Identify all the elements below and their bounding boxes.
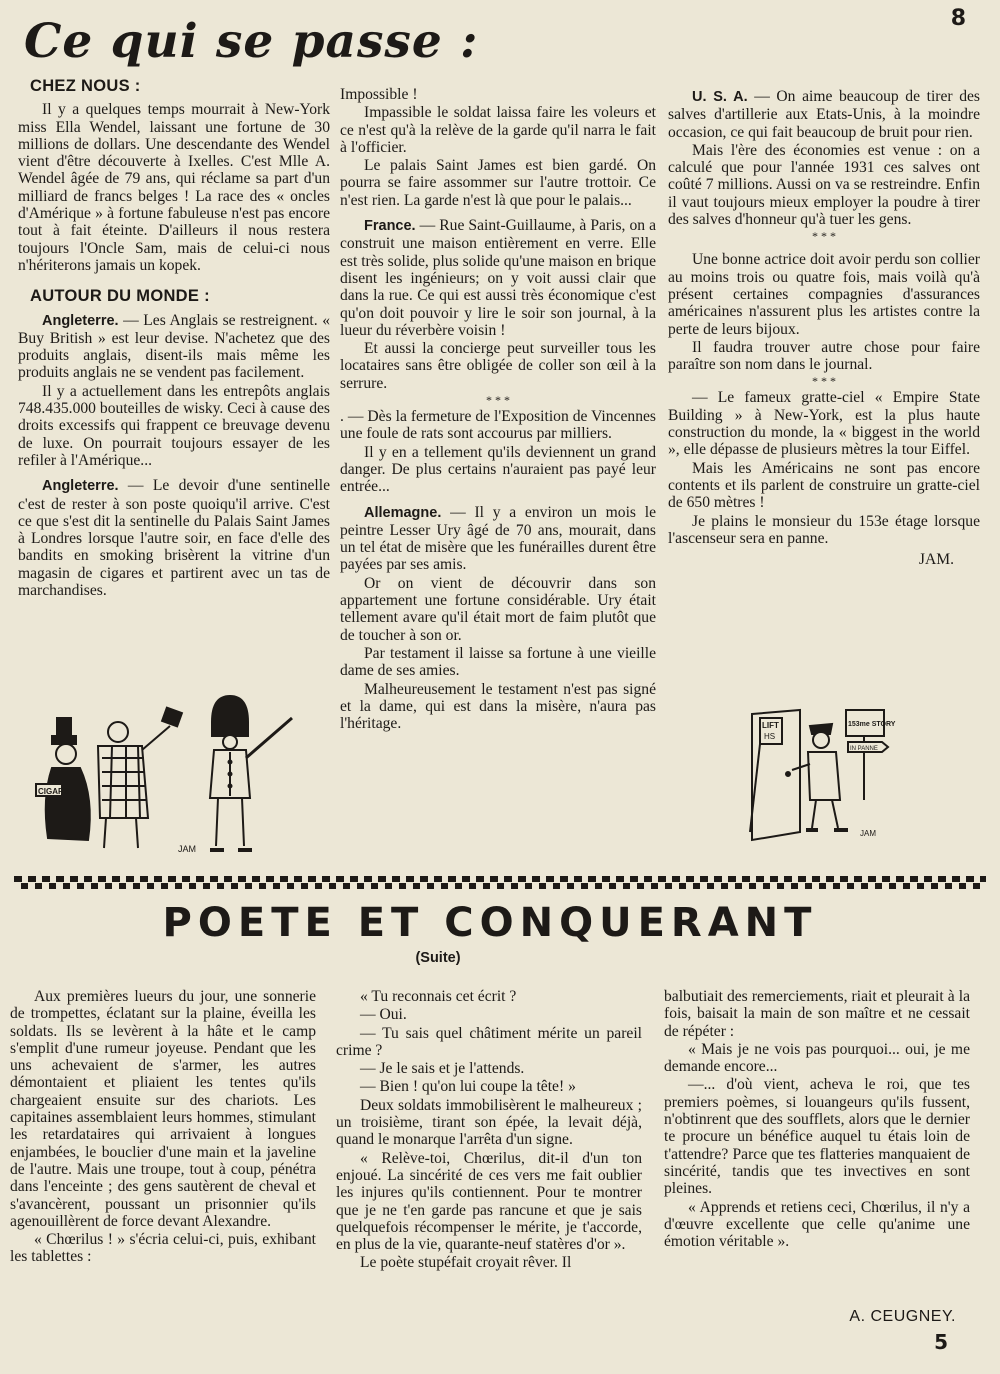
lift-status: HS: [764, 732, 776, 741]
news-item-paragraph: Mais l'ère des économies est venue : on a calculé que pour l'année 1931 ces salves ont coûté 7 millions. Aussi on va se restreindre. Enfin il vaut toujours mieux employer la poudre à tirer des salves d'honneur qu'à tuer les gens.: [668, 141, 980, 229]
checkered-divider: [14, 876, 986, 889]
news-item-text: — On aime beaucoup de tirer des salves d'artillerie aux Etats-Unis, à la moindre occasion, ce qui fait beaucoup de bruit pour rien.: [668, 88, 980, 141]
country-label: Allemagne.: [364, 504, 442, 521]
news-item-angleterre-1: [18, 312, 330, 382]
section-separator-stars: * * *: [812, 229, 836, 244]
column-signature: JAM.: [918, 551, 954, 569]
news-item-usa: [668, 88, 980, 141]
story-paragraph: Le poète stupéfait croyait rêver. Il: [360, 1254, 572, 1272]
masthead-title: Ce qui se passe :: [24, 14, 479, 69]
story-paragraph: « Chœrilus ! » s'écria celui-ci, puis, exhibant les tablettes :: [10, 1231, 316, 1266]
news-item-paragraph: Mais les Américains ne sont pas encore contents et ils parlent de construire un gratte-ciel de 650 mètres !: [668, 459, 980, 512]
news-item-text: — Rue Saint-Guillaume, à Paris, on a construit une maison entièrement en verre. Elle est très solide, plus solide qu'une maison en brique disent les ingénieurs; on y voit aussi clair que dans la rue. Ce qui est aussi très économique c'est qu'on doit pouvoir y lire le soir son journal, à la lueur du réverbère voisin !: [340, 217, 656, 339]
news-item-paragraph: Or on vient de découvrir dans son appartement une fortune considérable. Ury était tellement avare qu'il était mort de faim plutôt que de toucher à son or.: [340, 574, 656, 644]
section-separator-stars: * * *: [486, 393, 510, 408]
story-sign-text: 153me STORY: [848, 721, 896, 728]
news-item-paragraph: Impossible !: [340, 86, 418, 103]
cigar-sign-text: CIGARS: [38, 787, 70, 796]
section-separator-stars: * * *: [812, 374, 836, 389]
news-item-paragraph: Impassible le soldat laissa faire les voleurs et ce n'est qu'à la relève de la garde qu'il narra le fait à l'officier.: [340, 104, 656, 156]
news-item-france: [340, 217, 656, 339]
news-column-3: [668, 88, 980, 569]
story-column-2: [336, 988, 642, 1273]
cartoon-bandits-and-sentinel: [30, 688, 300, 860]
story-paragraph: « Apprends et retiens ceci, Chœrilus, il n'y a d'œuvre excellente que celle qu'anime une émotion véritable ».: [664, 1198, 970, 1251]
story-paragraph: « Relève-toi, Chœrilus, dit-il d'un ton enjoué. La sincérité de ces vers me fait oublier les injures qu'ils contiennent. Pour te montrer que je ne t'en garde pas rancune et que je sais quelquefois récompenser le mérite, je t'accorde, en plus de la vie, quarante-neuf statères d'or ».: [336, 1149, 642, 1254]
news-item-paragraph: Par testament il laisse sa fortune à une vieille dame de ses amies.: [340, 644, 656, 680]
country-label: U. S. A.: [692, 89, 748, 105]
news-item-actrice: Une bonne actrice doit avoir perdu son collier au moins trois ou quatre fois, mais voilà qu'à présent certaines compagnies d'assurances américaines n'assurent plus les artistes contre la perte de leurs bijoux.: [668, 251, 980, 338]
artist-initials: JAM: [860, 829, 876, 838]
news-item-paragraph: Le palais Saint James est bien gardé. On pourra se faire assommer sur l'autre trottoir. Ce n'est rien. La garde n'est là que pour le palais...: [340, 157, 656, 209]
page-number-bottom: 5: [934, 1330, 948, 1354]
country-label: France.: [364, 218, 416, 235]
news-item-paragraph: Il y en a tellement qu'ils deviennent un grand danger. De plus certains n'auraient pas payé leur entrée...: [340, 443, 656, 496]
story-column-1: [10, 988, 316, 1267]
story-paragraph: — Bien ! qu'on lui coupe la tête! »: [360, 1078, 576, 1096]
story-paragraph: —... d'où vient, acheva le roi, que tes premiers poèmes, si louangeurs qu'ils fussent, n'obtinrent que des soufflets, alors que le dernier te procure un bénéfice auquel tu étais loin de t'attendre? Parce que tes flatteries manquaient de sincérité, tandis que tes invectives en sont pleines.: [664, 1076, 970, 1198]
news-item-allemagne: [340, 504, 656, 574]
news-item-paragraph: Malheureusement le testament n'est pas signé et la dame, qui est dans la misère, n'aura pas l'héritage.: [340, 680, 656, 733]
news-item-paragraph: Je plains le monsieur du 153e étage lorsque l'ascenseur sera en panne.: [668, 512, 980, 547]
news-item-empire-state: — Le fameux gratte-ciel « Empire State Building » à New-York, est la plus haute construction du monde, la « biggest in the world », elle dépasse de plusieurs mètres la tour Eiffel.: [668, 389, 980, 459]
section-heading-chez-nous: CHEZ NOUS :: [30, 77, 141, 95]
news-item-text: — Les Anglais se restreignent. « Buy British » est leur devise. N'achetez que des produits anglais, disent-ils mais même les produits anglais ne se vendent pas facilement.: [18, 311, 330, 382]
story-column-3: [664, 988, 970, 1251]
news-item-text: — Il y a environ un mois le peintre Lesser Ury âgé de 70 ans, mourait, dans un tel état de misère que les funérailles durent être payées par ses amis.: [340, 503, 656, 574]
chez-nous-paragraph: Il y a quelques temps mourrait à New-York miss Ella Wendel, laissant une fortune de 30 millions de dollars. Une descendante des Wendel vient d'être découverte à Ixelles. C'est Mlle A. Wendel âgée de 79 ans, qui réclame sa part d'un milliard de francs belges ! La race des « oncles d'Amérique » à fortune fabuleuse n'est pas encore tout à fait éteinte. D'ailleurs il nous restera toujours l'Oncle Sam, mais de celui-ci nous n'hériterons jamais un kopek.: [18, 101, 330, 274]
news-item-vincennes: . — Dès la fermeture de l'Exposition de Vincennes une foule de rats sont accourus par milliers.: [340, 408, 656, 443]
story-paragraph: « Tu reconnais cet écrit ?: [360, 988, 517, 1005]
feature-subtitle: (Suite): [415, 950, 461, 966]
story-paragraph: Deux soldats immobilisèrent le malheureux ; un troisième, tirant son épée, la levait déjà, quand le monarque l'arrêta d'un signe.: [336, 1096, 642, 1149]
news-item-angleterre-2: [18, 477, 330, 599]
page-number-top: 8: [950, 6, 966, 31]
news-item-paragraph: Et aussi la concierge peut surveiller tous les locataires sans être obligée de coller son œil à la serrure.: [340, 340, 656, 392]
country-label: Angleterre.: [42, 478, 119, 495]
news-column-2: [340, 86, 656, 733]
story-paragraph: « Mais je ne vois pas pourquoi... oui, je me demande encore...: [664, 1040, 970, 1076]
story-paragraph: — Tu sais quel châtiment mérite un pareil crime ?: [336, 1024, 642, 1059]
artist-initials: JAM: [178, 844, 196, 854]
story-author: A. CEUGNEY.: [849, 1308, 956, 1325]
news-item-text: — Le devoir d'une sentinelle c'est de rester à son poste quoiqu'il arrive. C'est ce que s'est dit la sentinelle du Palais Saint James à Londres lorsque l'autre soir, en face d'elle des bandits en smoking brisèrent la vitrine d'un magasin de cigares et partirent avec un tas de marchandises.: [18, 477, 330, 600]
news-item-paragraph: Il faudra trouver autre chose pour faire paraître son nom dans le journal.: [668, 338, 980, 374]
story-paragraph: balbutiait des remerciements, riait et pleurait à la fois, baisait la main de son maître et ne cessait de répéter :: [664, 988, 970, 1040]
story-paragraph: — Je le sais et je l'attends.: [360, 1060, 525, 1078]
news-column-1: [18, 78, 330, 600]
cartoon-elevator-out-of-order: [748, 704, 898, 842]
feature-title: POETE ET CONQUERANT: [162, 900, 818, 946]
section-heading-autour-du-monde: AUTOUR DU MONDE :: [30, 287, 210, 306]
news-item-paragraph: Il y a actuellement dans les entrepôts anglais 748.435.000 bouteilles de wisky. Ceci à cause des droits excessifs qui frappent ce breuvage devenu de luxe. On pourrait toujours essayer de les refiler à l'Amérique...: [18, 382, 330, 469]
story-paragraph: Aux premières lueurs du jour, une sonnerie de trompettes, éclatant sur la plaine, éveilla les soldats. Ils se levèrent à la hâte et le camp s'emplit d'une rumeur joyeuse. Pendant que les uns achevaient de s'armer, les autres démontaient et pliaient les tentes qu'ils chargeaient ensuite sur des chariots. Les capitaines assemblaient leurs hommes, stimulant les retardataires qui arrivaient à longues enjambées, le bouclier d'une main et la javeline de l'autre. Mais une troupe, tout à coup, pénétra dans l'enceinte ; des gens sautèrent de cheval et s'avancèrent, poussant un prisonnier qu'ils agenouillèrent de force devant Alexandre.: [10, 988, 316, 1230]
country-label: Angleterre.: [42, 312, 119, 329]
story-paragraph: — Oui.: [360, 1006, 407, 1024]
story-arrow-text: IN PANNE: [850, 746, 878, 752]
lift-label: LIFT: [762, 721, 779, 730]
